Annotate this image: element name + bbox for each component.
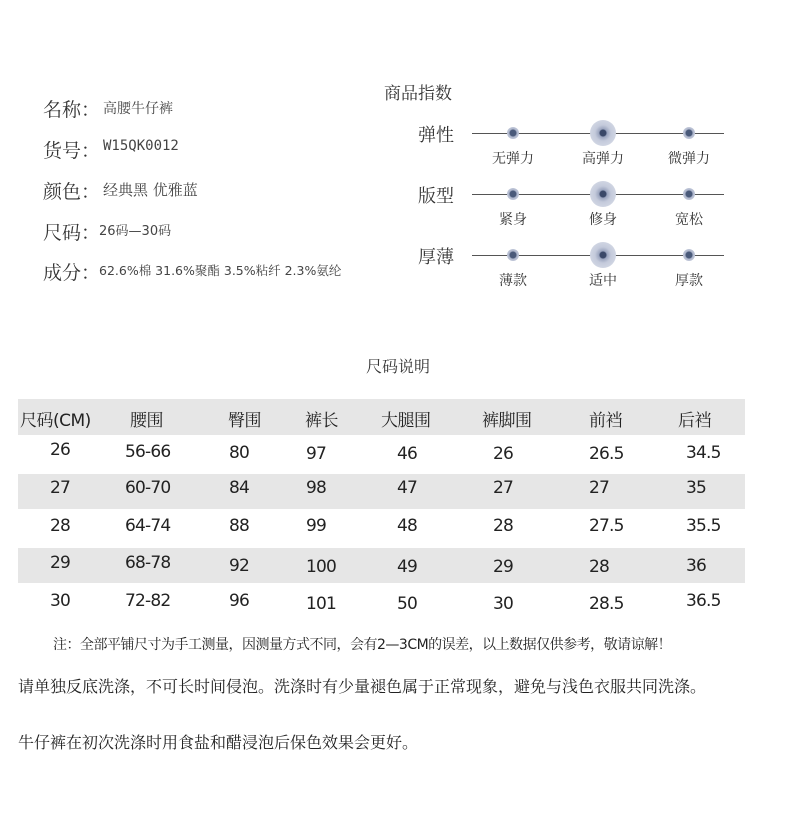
index-marker [507,127,519,139]
table-cell: 50 [397,594,418,614]
index-marker-selected [590,181,616,207]
size-table-title: 尺码说明 [366,357,431,376]
table-cell: 36.5 [686,591,721,611]
table-cell: 35.5 [686,516,721,536]
index-row-label: 厚薄 [418,247,454,268]
table-cell: 97 [306,444,327,464]
index-option-label: 无弹力 [492,151,534,167]
size-label: 尺码： [43,222,101,244]
size-note: 注：全部平铺尺寸为手工测量，因测量方式不同，会有2—3CM的误差，以上数据仅供参考，敬请谅解！ [53,637,672,653]
table-cell: 68-78 [125,553,171,573]
color-label: 颜色： [43,181,101,203]
table-header-cell: 腰围 [130,411,163,431]
table-cell: 30 [493,594,514,614]
table-cell: 26 [493,444,514,464]
index-option-label: 薄款 [499,273,527,289]
table-cell: 47 [397,478,418,498]
table-cell: 98 [306,478,327,498]
material-value: 62.6%棉 31.6%聚酯 3.5%粘纤 2.3%氨纶 [99,263,342,278]
table-header-cell: 后裆 [678,411,711,431]
table-header-cell: 前裆 [589,411,622,431]
table-cell: 27 [493,478,514,498]
table-cell: 29 [50,553,71,573]
table-cell: 100 [306,557,337,577]
index-row-label: 弹性 [418,125,454,146]
table-cell: 88 [229,516,250,536]
table-cell: 36 [686,556,707,576]
table-cell: 27 [50,478,71,498]
table-cell: 34.5 [686,443,721,463]
index-marker-selected [590,242,616,268]
table-cell: 60-70 [125,478,171,498]
table-cell: 28 [50,516,71,536]
material-label: 成分： [43,262,101,284]
table-cell: 30 [50,591,71,611]
index-option-label: 紧身 [499,212,527,228]
name-value: 高腰牛仔裤 [103,101,173,117]
table-cell: 27.5 [589,516,624,536]
table-cell: 72-82 [125,591,171,611]
index-marker-selected [590,120,616,146]
index-option-label: 宽松 [675,212,703,228]
index-marker [507,188,519,200]
index-option-label: 高弹力 [582,151,624,167]
index-marker [683,188,695,200]
sku-value: W15QK0012 [103,138,179,154]
index-marker [683,127,695,139]
table-cell: 27 [589,478,610,498]
table-header-cell: 裤长 [305,411,338,431]
index-option-label: 厚款 [675,273,703,289]
table-cell: 28 [589,557,610,577]
table-cell: 26.5 [589,444,624,464]
table-cell: 80 [229,443,250,463]
index-marker [507,249,519,261]
index-option-label: 修身 [589,212,617,228]
table-cell: 84 [229,478,250,498]
table-header-cell: 臀围 [228,411,261,431]
index-row-label: 版型 [418,186,454,207]
table-header-cell: 尺码(CM) [20,411,91,431]
table-cell: 99 [306,516,327,536]
sku-label: 货号： [43,140,101,162]
table-header-cell: 裤脚围 [482,411,532,431]
table-cell: 28 [493,516,514,536]
care-instruction-1: 请单独反底洗涤，不可长时间侵泡。洗涤时有少量褪色属于正常现象，避免与浅色衣服共同洗涤。 [18,677,707,696]
table-cell: 28.5 [589,594,624,614]
index-title: 商品指数 [384,84,452,104]
table-cell: 64-74 [125,516,171,536]
table-cell: 35 [686,478,707,498]
table-cell: 96 [229,591,250,611]
size-value: 26码—30码 [99,224,172,239]
table-cell: 101 [306,594,337,614]
name-label: 名称： [43,99,101,121]
table-cell: 26 [50,440,71,460]
table-cell: 48 [397,516,418,536]
color-value: 经典黑 优雅蓝 [103,181,198,199]
index-marker [683,249,695,261]
table-cell: 46 [397,444,418,464]
table-cell: 49 [397,557,418,577]
table-header-cell: 大腿围 [381,411,431,431]
table-cell: 92 [229,556,250,576]
table-cell: 29 [493,557,514,577]
table-cell: 56-66 [125,442,171,462]
index-option-label: 适中 [589,273,617,289]
index-option-label: 微弹力 [668,151,710,167]
care-instruction-2: 牛仔裤在初次洗涤时用食盐和醋浸泡后保色效果会更好。 [18,733,419,752]
